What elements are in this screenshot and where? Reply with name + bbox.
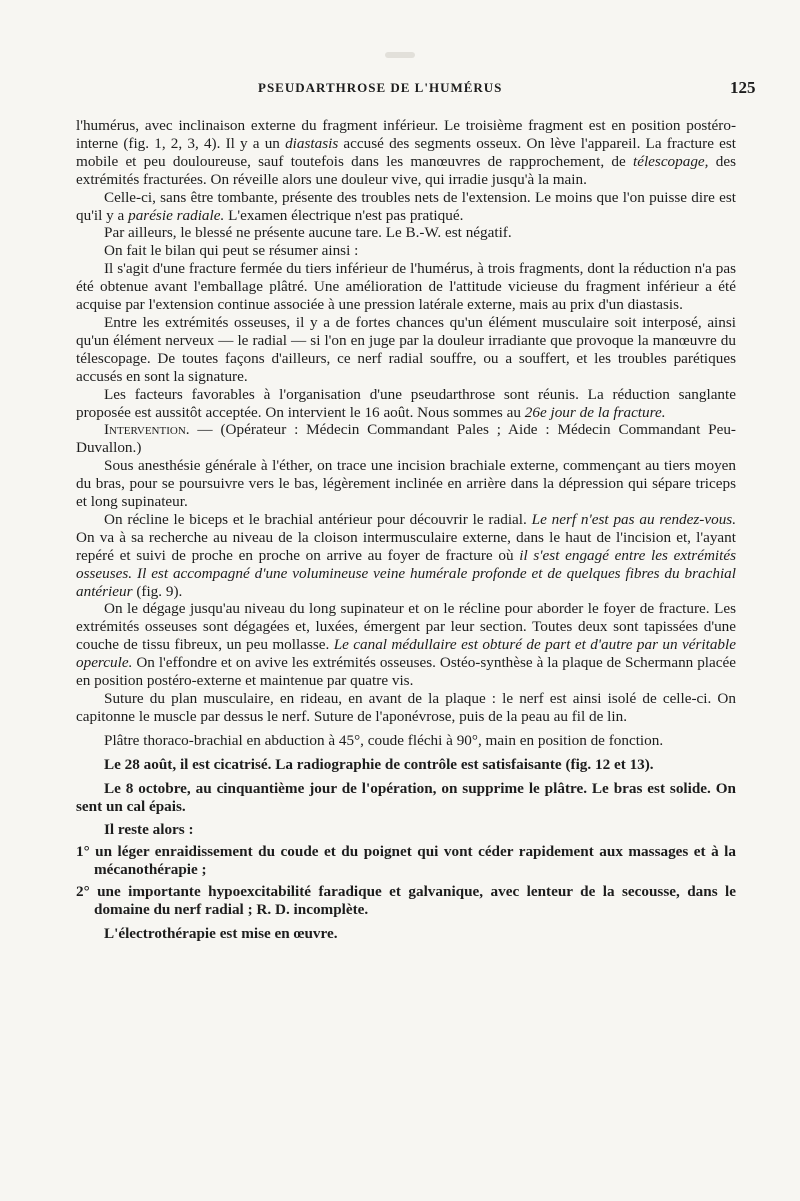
print-smudge bbox=[385, 52, 415, 58]
paragraph-6: Entre les extrémités osseuses, il y a de fortes chances qu'un élément musculaire soit interposé, ainsi qu'un élément nerveux — le radial — si l'on en juge par la douleur irradiante que provoque la manœuvre du télescopage. De toutes façons d'ailleurs, ce nerf radial souffre, ou a souffert, et les troubles parétiques accusés en sont la signature. bbox=[76, 313, 736, 385]
paragraph-11: On le dégage jusqu'au niveau du long supinateur et on le récline pour aborder le foyer de fracture. Les extrémités osseuses sont dégagées et, luxées, émergent par leur section. Toutes deux sont tapissées d'une couche de tissu fibreux, un peu mollasse. Le canal médullaire est obturé de part et d'autre par un véritable opercule. On l'effondre et on avive les extrémités osseuses. Ostéo-synthèse à la plaque de Schermann placée en position postéro-externe et maintenue par quatre vis. bbox=[76, 600, 736, 690]
section-label: Intervention. bbox=[104, 421, 190, 439]
paragraph-15: Le 8 octobre, au cinquantième jour de l'opération, on supprime le plâtre. Le bras est solide. On sent un cal épais. bbox=[76, 779, 736, 815]
paragraph-13: Plâtre thoraco-brachial en abduction à 45°, coude fléchi à 90°, main en position de fonction. bbox=[104, 731, 664, 749]
list-item-1: 1° un léger enraidissement du coude et du poignet qui vont céder rapidement aux massages et à la mécanothérapie ; bbox=[76, 843, 736, 879]
paragraph-intervention: Intervention. — (Opérateur : Médecin Commandant Pales ; Aide : Médecin Commandant Peu-Duvallon.) bbox=[76, 421, 736, 457]
paragraph-1: l'humérus, avec inclinaison externe du fragment inférieur. Le troisième fragment est en position postéro-interne (fig. 1, 2, 3, 4). Il y a un diastasis accusé des segments osseux. On lève l'appareil. La fracture est mobile et peu douloureuse, sauf toutefois dans les manœuvres de rapprochement, de télescopage, des extrémités fracturées. On réveille alors une douleur vive, qui irradie jusqu'à la main. bbox=[76, 117, 736, 188]
paragraph-5: Il s'agit d'une fracture fermée du tiers inférieur de l'humérus, à trois fragments, dont la réduction n'a pas été obtenue avant l'emballage plâtré. Une amélioration de l'attitude vicieuse du fragment inférieur a été acquise par l'extension continue associée à une pression latérale externe, mais au prix d'un diastasis. bbox=[76, 260, 736, 314]
page-number: 125 bbox=[730, 78, 756, 97]
running-header: PSEUDARTHROSE DE L'HUMÉRUS bbox=[258, 80, 503, 95]
list-item-2: 2° une importante hypoexcitabilité faradique et galvanique, avec lenteur de la secousse, dans le domaine du nerf radial ; R. D. incomplète. bbox=[76, 883, 736, 919]
paragraph-7: Les facteurs favorables à l'organisation d'une pseudarthrose sont réunis. La réduction sanglante proposée est aussitôt acceptée. On intervient le 16 août. Nous sommes au 26e jour de la fracture. bbox=[76, 385, 736, 421]
paragraph-19: L'électrothérapie est mise en œuvre. bbox=[104, 924, 338, 942]
body-text bbox=[76, 117, 736, 943]
paragraph-14: Le 28 août, il est cicatrisé. La radiographie de contrôle est satisfaisante (fig. 12 et 13). bbox=[104, 755, 654, 773]
paragraph-4: On fait le bilan qui peut se résumer ainsi : bbox=[104, 242, 359, 260]
paragraph-9: Sous anesthésie générale à l'éther, on trace une incision brachiale externe, commençant au tiers moyen du bras, pour se poursuivre vers le bas, légèrement inclinée en arrière dans la dépression qui sépare triceps et long supinateur. bbox=[76, 457, 736, 511]
paragraph-12: Suture du plan musculaire, en rideau, en avant de la plaque : le nerf est ainsi isolé de celle-ci. On capitonne le muscle par dessus le nerf. Suture de l'aponévrose, puis de la peau au fil de lin. bbox=[76, 690, 736, 725]
paragraph-16: Il reste alors : bbox=[104, 821, 194, 839]
paragraph-10: On récline le biceps et le brachial antérieur pour découvrir le radial. Le nerf n'est pas au rendez-vous. On va à sa recherche au niveau de la cloison intermusculaire externe, dans le haut de l'incision et, l'ayant repéré et suivi de proche en proche on arrive au foyer de fracture où il s'est engagé entre les extrémités osseuses. Il est accompagné d'une volumineuse veine humérale profonde et de quelques fibres du brachial antérieur (fig. 9). bbox=[76, 510, 736, 600]
paragraph-3: Par ailleurs, le blessé ne présente aucune tare. Le B.-W. est négatif. bbox=[104, 224, 512, 242]
paragraph-2: Celle-ci, sans être tombante, présente des troubles nets de l'extension. Le moins que l'on puisse dire est qu'il y a parésie radiale. L'examen électrique n'est pas pratiqué. bbox=[76, 188, 736, 224]
